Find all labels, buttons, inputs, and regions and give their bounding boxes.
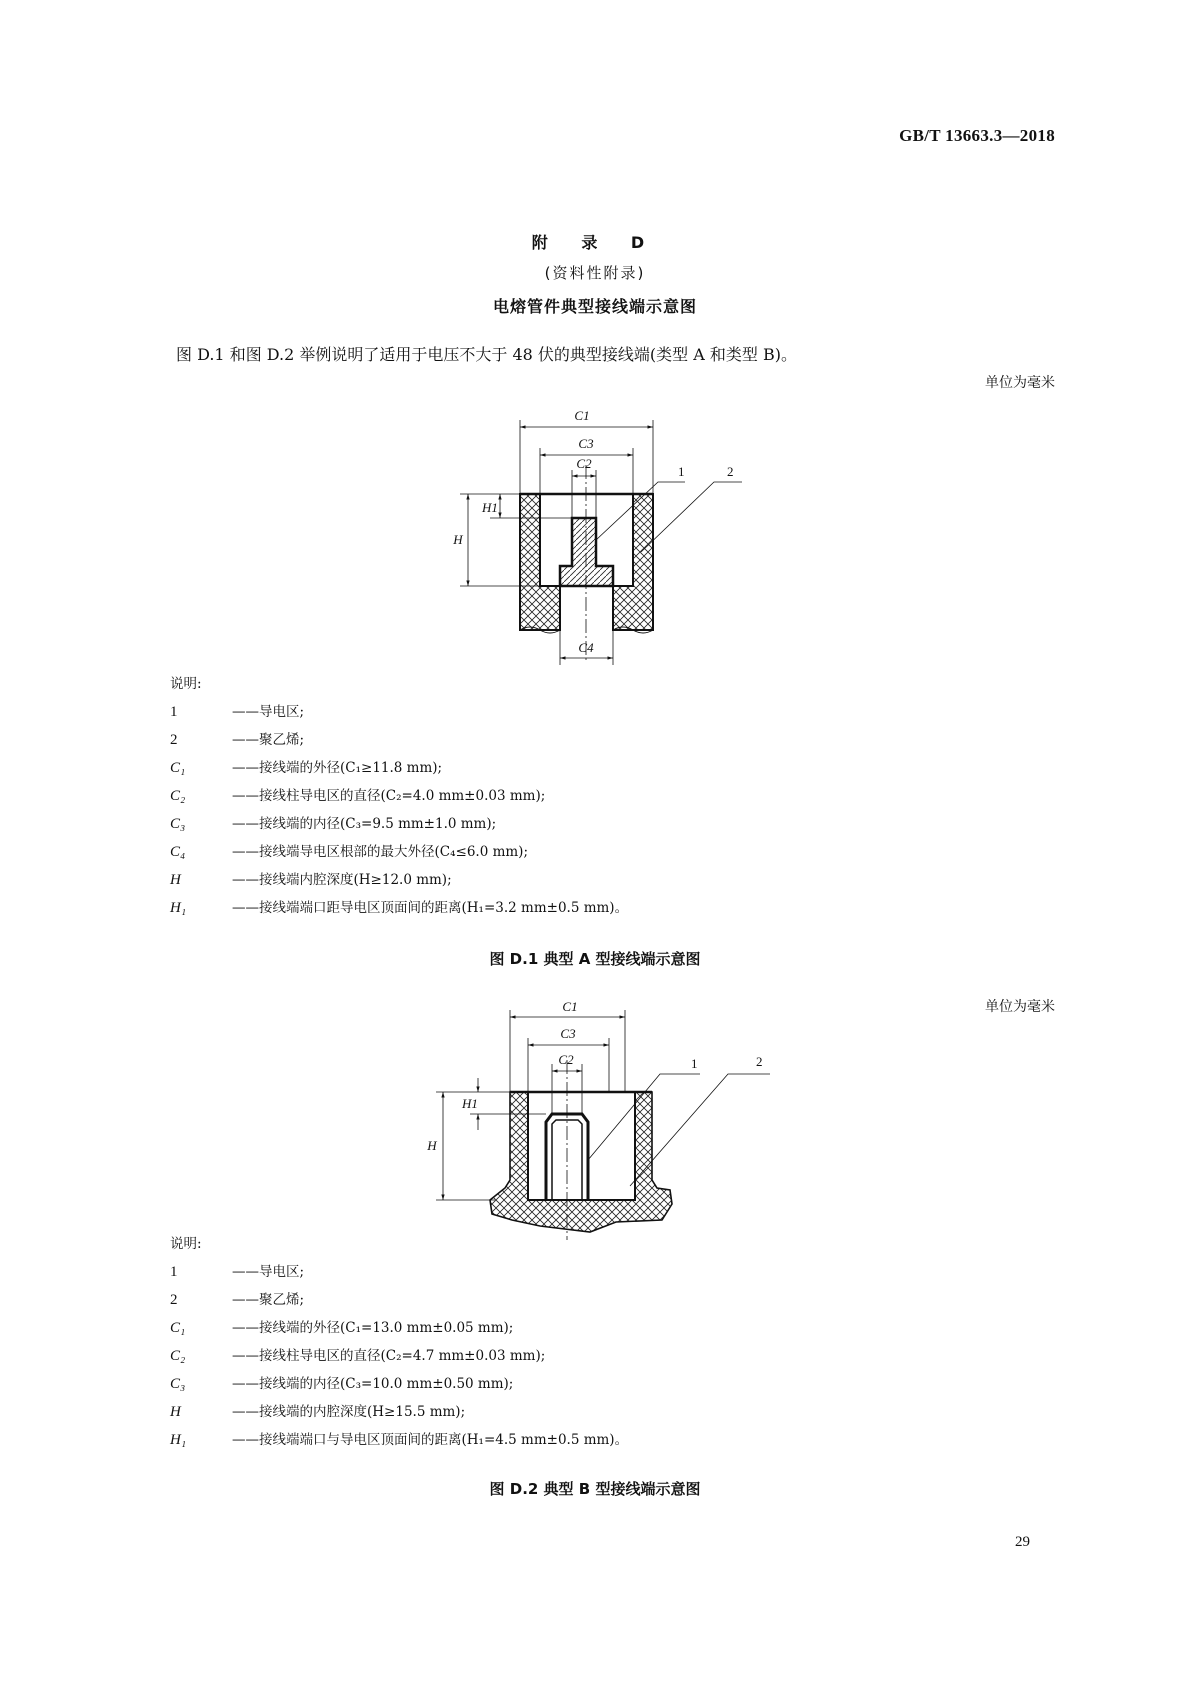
figure1-legend [170, 670, 628, 922]
fig1-label-c1: C1 [574, 408, 590, 423]
legend-heading: 说明: [170, 1236, 202, 1252]
unit-label-figure2: 单位为毫米 [985, 999, 1055, 1015]
fig2-label-h: H [427, 1138, 437, 1153]
figure1-dimensions [460, 420, 742, 665]
legend-item: C₃ ——接线端的内径(C₃=9.5 mm±1.0 mm); [170, 816, 497, 832]
fig2-label-part2: 2 [756, 1054, 763, 1069]
figure1-caption: 图 D.1 典型 A 型接线端示意图 [489, 950, 701, 968]
legend-item: H₁ ——接线端端口与导电区顶面间的距离(H₁=4.5 mm±0.5 mm)。 [170, 1432, 629, 1448]
unit-label-figure1: 单位为毫米 [985, 375, 1055, 391]
annex-name: 电熔管件典型接线端示意图 [492, 297, 697, 316]
fig1-label-part2: 2 [727, 464, 734, 479]
legend-item: 2 ——聚乙烯; [170, 732, 305, 748]
fig1-label-part1: 1 [678, 464, 685, 479]
fig1-label-c3: C3 [578, 436, 594, 451]
figure2-body [490, 1060, 672, 1240]
page-number: 29 [1015, 1534, 1030, 1550]
fig2-label-c2: C2 [558, 1052, 574, 1067]
fig2-label-part1: 1 [691, 1056, 698, 1071]
legend-item: 1 ——导电区; [170, 1264, 305, 1280]
legend-heading: 说明: [170, 676, 202, 692]
legend-item: C₁ ——接线端的外径(C₁≥11.8 mm); [170, 760, 443, 776]
fig1-label-c2: C2 [576, 456, 592, 471]
fig2-label-h1: H1 [462, 1096, 478, 1111]
intro-paragraph: 图 D.1 和图 D.2 举例说明了适用于电压不大于 48 伏的典型接线端(类型 A 和类型 B)。 [176, 345, 797, 364]
annex-title: 附 录 D [531, 233, 659, 252]
standard-number: GB/T 13663.3—2018 [899, 126, 1055, 145]
fig1-label-c4: C4 [578, 640, 594, 655]
figure2-caption: 图 D.2 典型 B 型接线端示意图 [489, 1480, 701, 1498]
figure1-body [520, 465, 653, 660]
legend-item: C₄ ——接线端导电区根部的最大外径(C₄≤6.0 mm); [170, 844, 528, 860]
legend-item: H ——接线端的内腔深度(H≥15.5 mm); [170, 1404, 466, 1420]
figure2-legend [170, 1230, 628, 1454]
fig2-label-c3: C3 [560, 1026, 576, 1041]
legend-item: C₃ ——接线端的内径(C₃=10.0 mm±0.50 mm); [170, 1376, 514, 1392]
legend-item: 1 ——导电区; [170, 704, 305, 720]
fig2-label-c1: C1 [562, 999, 578, 1014]
fig1-label-h: H [453, 532, 463, 547]
legend-item: C₁ ——接线端的外径(C₁=13.0 mm±0.05 mm); [170, 1320, 514, 1336]
legend-item: C₂ ——接线柱导电区的直径(C₂=4.7 mm±0.03 mm); [170, 1348, 546, 1364]
fig1-label-h1: H1 [482, 500, 498, 515]
legend-item: H ——接线端内腔深度(H≥12.0 mm); [170, 872, 452, 888]
legend-item: H₁ ——接线端端口距导电区顶面间的距离(H₁=3.2 mm±0.5 mm)。 [170, 900, 629, 916]
legend-item: 2 ——聚乙烯; [170, 1292, 305, 1308]
legend-item: C₂ ——接线柱导电区的直径(C₂=4.0 mm±0.03 mm); [170, 788, 546, 804]
annex-type: (资料性附录) [544, 264, 646, 282]
